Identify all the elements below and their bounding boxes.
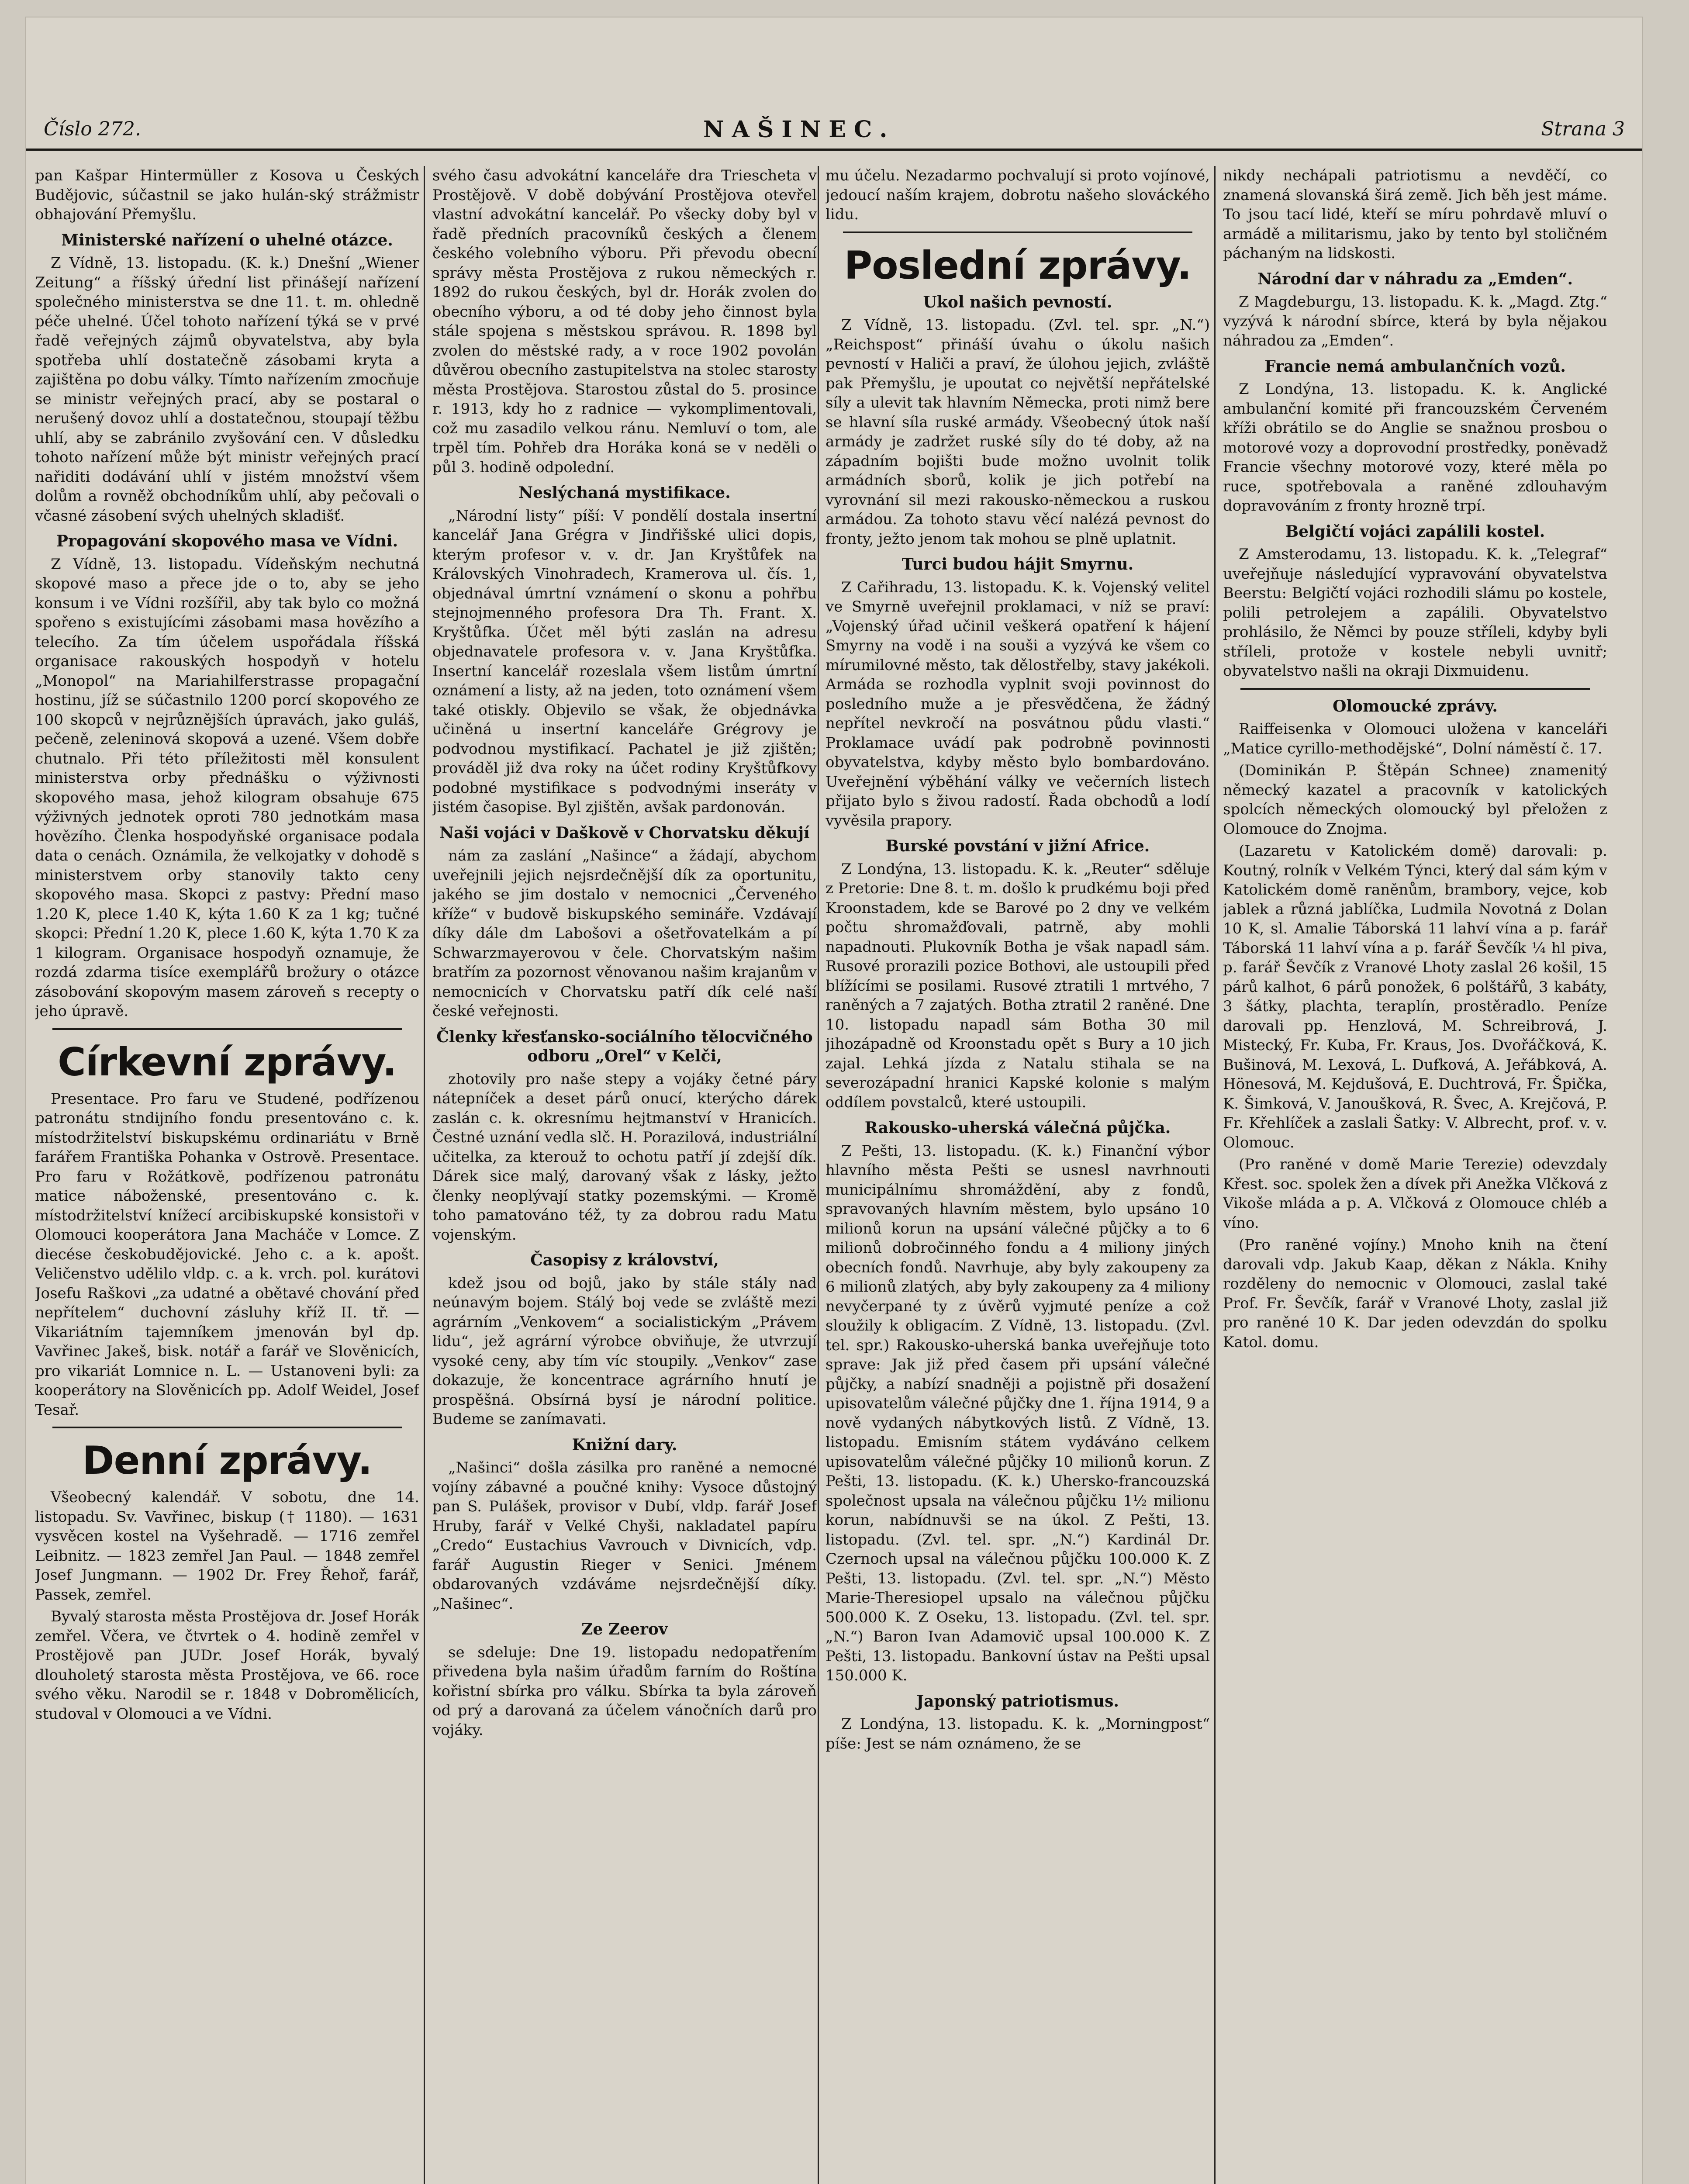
article-text: (Pro raněné vojíny.) Mnoho knih na čtení darovali vdp. Jakub Kaap, děkan z Nákla. Knihy rozděleny do nemocnic v Olomouci, zaslal také Prof. Fr. Ševčík, farář v Vranové Lhoty, zaslal již pro raněné 10 K. Dar jeden odevzdán do spolku Katol. domu. bbox=[1223, 1236, 1607, 1351]
article-text: Byvalý starosta města Prostějova dr. Josef Horák zemřel. Včera, ve čtvrtek o 4. hodině zemřel v Prostějově pan JUDr. Josef Horák, byvalý dlouholetý starosta města Prostějova, ve 66. roce svého věku. Narodil se r. 1848 v Dobromělicích, studoval v Olomouci a ve Vídni. bbox=[35, 1608, 419, 1723]
article-text: Presentace. Pro faru ve Studené, podřízenou patronátu stndijního fondu presentováno c. k. místodržitelství biskupskému ordinariátu v Brně farářem Františka Pohanka v Ostrově. Presentace. Pro faru v Rožátkově, podřízenou patronátu matice náboženské, presentováno c. k. místodržitelství knížecí arcibiskupské konsistoři v Olomouci kooperátora Jana Macháče v Lomce. Z diecése českobudějovické. Jeho c. a k. apošt. Veličenstvo udělilo vldp. c. a k. vrch. pol. kurátovi Josefu Raškovi „za udatné a obětavé chování před nepřítelem“ duchovní zásluhy kříž II. tř. — Vikariátním tajemníkem jmenován byl dp. Vavřinec Jakeš, bisk. notář a farář ve Slověnicích, pro vikariát Lomnice n. L. — Ustanoveni byli: za kooperátory na Slověnicích pp. Adolf Weidel, Josef Tesař. bbox=[35, 1090, 419, 1419]
article-heading: Ministerské nařízení o uhelné otázce. bbox=[61, 231, 393, 249]
divider bbox=[52, 1028, 402, 1030]
section-heading: Denní zprávy. bbox=[82, 1438, 372, 1483]
article-heading: Naši vojáci v Daškově v Chorvatsku děkují bbox=[439, 823, 810, 842]
article-text: Z Londýna, 13. listopadu. K. k. „Reuter“ sděluje z Pretorie: Dne 8. t. m. došlo k prudkému boji před Kroonstadem, kde se Barové po 2 dny ve velkém počtu shromažďovali, patrně, aby mohli napadnouti. Plukovník Botha je však napadl sám. Rusové prorazili pozice Bothovi, ale ustoupili před blížícími se posilami. Rusové ztratili 1 mrtvého, 7 raněných a 7 zajatých. Botha ztratil 2 raněné. Dne 10. listopadu napadl sám Botha 30 mil jihozápadně od Kroonstadu opět s Bury a 10 jich zajal. Lehká jízda z Natalu stihala se na severozápadní hranici Kapské kolonie s malým oddílem povstalců, které ustoupili. bbox=[826, 860, 1210, 1111]
newspaper-page bbox=[26, 17, 1642, 2184]
article-heading: Ze Zeerov bbox=[581, 1620, 668, 1638]
article-heading: Propagování skopového masa ve Vídni. bbox=[56, 532, 398, 550]
article-text: Z Londýna, 13. listopadu. K. k. Anglické ambulanční komité při francouzském Červeném kříži obrátilo se do Anglie se snažnou prosbou o motorové vozy a doprovodní prostředky, poněvadž Francie všechny motorové vozy, které měla po ruce, spotřebovala a raněné zdlouhavým dopravováním z fronty hrozně trpí. bbox=[1223, 380, 1607, 515]
article-text: mu účelu. Nezadarmo pochvalují si proto vojínové, jedoucí naším krajem, dobrotu našeho slováckého lidu. bbox=[826, 167, 1210, 223]
article-text: Z Cařihradu, 13. listopadu. K. k. Vojenský velitel ve Smyrně uveřejnil proklamaci, v níž se praví: „Vojenský úřad učinil veškerá opatření k hájení Smyrny na vodě i na souši a vyzývá ke všem co mírumilovné město, tak dělostřelby, stavy jakékoli. Armáda se rozhodla vyplnit svoji povinnost do posledního muže a je přesvědčena, že žádný nepřítel nevkročí na posvátnou půdu vlasti.“ Proklamace uvádí pak podrobně povinnosti obyvatelstva, kdyby město bylo bombardováno. Uveřejnění výběhání války ve večerních listech přijato bylo s živou radostí. Řada obchodů a lodí vyvěsila prapory. bbox=[826, 578, 1210, 829]
article-text: kdež jsou od bojů, jako by stále stály nad neúnavým bojem. Stálý boj vede se zvláště mezi agrárním „Venkovem“ a socialistickým „Právem lidu“, jež agrární výrobce obviňuje, že utvrzují vysoké ceny, aby tím víc stoupily. „Venkov“ zase dokazuje, že koncentrace agrárního hnutí je prospěšná. Obsírná bysí je národní politice. Budeme se zanímavati. bbox=[432, 1274, 817, 1428]
article-heading: Neslýchaná mystifikace. bbox=[518, 484, 731, 502]
page-header bbox=[26, 118, 1642, 151]
article-heading: Japonský patriotismus. bbox=[916, 1692, 1119, 1711]
article-text: (Dominikán P. Štěpán Schnee) znamenitý německý kazatel a pracovník v katolických spolcích německých olomoucký byl přeložen z Olomouce do Znojma. bbox=[1223, 762, 1607, 838]
article-heading: Ukol našich pevností. bbox=[923, 293, 1112, 311]
article-heading: Belgičtí vojáci zapálili kostel. bbox=[1285, 522, 1545, 541]
article-text: Všeobecný kalendář. V sobotu, dne 14. listopadu. Sv. Vavřinec, biskup († 1180). — 1631 vysvěcen kostel na Vyšehradě. — 1716 zemřel Leibnitz. — 1823 zemřel Jan Paul. — 1848 zemřel Josef Jungmann. — 1902 Dr. Frey Řehoř, farář, Passek, zemřel. bbox=[35, 1489, 419, 1603]
article-text: Z Magdeburgu, 13. listopadu. K. k. „Magd. Ztg.“ vyzývá k národní sbírce, která by byla nějakou náhradou za „Emden“. bbox=[1223, 293, 1607, 349]
article-heading: Turci budou hájit Smyrnu. bbox=[901, 555, 1134, 574]
divider bbox=[843, 232, 1192, 233]
section-heading: Církevní zprávy. bbox=[58, 1039, 397, 1085]
article-text: zhotovily pro naše stepy a vojáky četné páry nátepníček a deset párů onucí, kterýcho dárek zaslán c. k. okresnímu hejtmanství v Hranicích. Čestné uznání vedla slč. H. Porazilová, industriální učitelka, za kterouž to ochotu patří jí zdejší dík. Dárek sice malý, darovaný však z lásky, ježto členky neoplývají statky pozemskými. — Kromě toho pamatováno též, ty za dobrou radu Matu vojenským. bbox=[432, 1070, 817, 1244]
article-text: Z Amsterodamu, 13. listopadu. K. k. „Telegraf“ uveřejňuje následující vypravování obyvatelstva Beerstu: Belgičtí vojáci rozhodili slámu po kostele, polili petrolejem a zapálili. Obyvatelstvo prohlásilo, že Němci by pouze stříleli, kdyby byli stříleli, protože v kostele nebyli uvnitř; obyvatelstvo našli na okraji Dixmuidenu. bbox=[1223, 546, 1607, 680]
article-text: Z Vídně, 13. listopadu. Vídeňským nechutná skopové maso a přece jde o to, aby se jeho konsum i ve Vídni rozšířil, aby tak bylo co možná spořeno s existujícími zásobami masa hovězího a telecího. Za tím účelem uspořádala říšská organisace rakouských hospodyň v hotelu „Monopol“ na Mariahilferstrasse propagační hostinu, jíž se súčastnilo 1200 porcí skopového ze 100 skopců v nejrůznějších úpravách, jako guláš, pečeně, zeleninová skopová a uzené. Všem dobře chutnalo. Při této příležitosti měl konsulent ministerstva orby přednášku o výživnosti skopového masa, jehož kilogram obsahuje 675 výživných jednotek oproti 780 jednotkám masa hovězího. Členka hospodyňské organisace podala data o cenách. Oznámila, že velkojatky v dohodě s ministerstvem orby stanovily takto ceny skopového masa. Skopci z pastvy: Přední maso 1.20 K, plece 1.40 K, kýta 1.60 K za 1 kg; tučné skopci: Přední 1.20 K, plece 1.60 K, kýta 1.70 K za 1 kilogram. Organisace hospodyň oznamuje, že rozdá zdarma tisíce exemplářů brožury o otázce zásobování skopovým masem zároveň s recepty o jeho úpravě. bbox=[35, 555, 419, 1020]
article-text: Z Pešti, 13. listopadu. (K. k.) Finanční výbor hlavního města Pešti se usnesl navrhnouti municipálnímu shromáždění, aby z fondů, spravovaných hlavním městem, bylo upsáno 10 milionů korun na upsání válečné půjčky a to 6 milionů dobročinného fondu a 4 miliony jiných obecních fondů. Navrhuje, aby byly zakoupeny za 6 milionů zlatých, aby byly zakoupeny za 4 miliony nevyčerpané ty z úvěrů vyjmuté peníze a což sloužily k obligacím. Z Vídně, 13. listopadu. (Zvl. tel. spr.) Rakousko-uherská banka uveřejňuje toto sprave: Jak již před časem při upsání válečné půjčky, a nabízí snadněji a pojistně při dosažení upisovatelům válečné půjčky dne 1. října 1914, 9 a nově vydaných nábytkových listů. Z Vídně, 13. listopadu. Emisním státem vydáváno celkem upisovatelům válečné půjčky 10 milionů korun. Z Pešti, 13. listopadu. (K. k.) Uhersko-francouzská společnost upsala na válečnou půjčku 1½ milionu korun, nabídnuvši se na úkol. Z Pešti, 13. listopadu. (Zvl. tel. spr. „N.“) Kardinál Dr. Czernoch upsal na válečnou půjčku 100.000 K. Z Pešti, 13. listopadu. (Zvl. tel. spr. „N.“) Město Marie-Theresiopel upsalo na válečnou půjčku 500.000 K. Z Oseku, 13. listopadu. (Zvl. tel. spr. „N.“) Baron Ivan Adamovič upsal 100.000 K. Z Pešti, 13. listopadu. Bankovní ústav na Pešti upsal 150.000 K. bbox=[826, 1142, 1210, 1684]
article-text: nám za zaslání „Našince“ a žádají, abychom uveřejnili jejich nejsrdečnější dík za oportunitu, jakého se jim dostalo v nemocnici „Červeného kříže“ v budově biskupského semináře. Vzdávají díky dále dm Labošovi a ošetřovatelkám a pí Schwarzmayerovou v čele. Chorvatským našim bratřím za pozornost věnovanou našim krajanům v nemocnicích v Chorvatsku patří dík celé naší české veřejnosti. bbox=[432, 847, 817, 1020]
article-text: (Pro raněné v domě Marie Terezie) odevzdaly Křest. soc. spolek žen a dívek při Anežka Vlčková z Vikoše mláda a p. A. Vlčková z Olomouce chléb a víno. bbox=[1223, 1156, 1607, 1232]
article-text: Z Vídně, 13. listopadu. (K. k.) Dnešní „Wiener Zeitung“ a říšský úřední list přinášejí nařízení společného ministerstva se dne 11. t. m. ohledně péče uhelné. Účel tohoto nařízení týká se v prvé řadě veřejných zájmů obyvatelstva, aby byla spotřeba uhlí dostatečně zásobami kryta a zajištěna po dobu války. Tímto nařízením zmocňuje se ministr veřejných prací, aby se postaral o nerušený dovoz uhlí a dostatečnou, stoupají těžbu uhlí, aby se zabránilo zvyšování cen. V důsledku tohoto nařízení může být ministr veřejných prací nařiditi dodávání uhlí v jistém množství všem dolům a rovněž obchodníkům uhlí, aby pečovali o včasné zásobení svých uhelných skladišť. bbox=[35, 254, 419, 525]
article-text: (Lazaretu v Katolickém domě) darovali: p. Koutný, rolník v Velkém Týnci, který dal sám kým v Katolickém domě raněnům, brambory, vejce, kob jablek a různá jablíčka, Ludmila Novotná z Dolan 10 K, sl. Amalie Táborská 11 lahví vína a p. farář Táborská 11 lahví vína a p. farář Ševčík ¼ hl piva, p. farář Ševčík z Vranové Lhoty zaslal 26 košil, 15 párů kalhot, 6 párů ponožek, 6 polštářů, 3 kabáty, 3 šátky, plachta, teraplín, prostěradlo. Peníze darovali pp. Henzlová, M. Schreibrová, J. Mistecký, Fr. Kuba, Fr. Kraus, Jos. Dvořáčková, K. Bušinová, M. Lexová, L. Dufková, A. Jeřábková, A. Hönesová, M. Kejdušová, E. Duchtrová, Fr. Špička, K. Šimková, V. Janoušková, R. Švec, A. Krejčová, P. Fr. Křehlíček a zaslali Šatky: V. Albrecht, prof. v. v. Olomouc. bbox=[1223, 842, 1607, 1151]
page-number: Strana 3 bbox=[1541, 118, 1625, 140]
article-text: svého času advokátní kanceláře dra Triescheta v Prostějově. V době dobývání Prostějova otevřel vlastní advokátní kancelář. Po všecky doby byl v řadě předních pracovníků českých a členem českého volebního výboru. Při převodu obecní správy města Prostějova z rukou německých r. 1892 do rukou českých, byl dr. Horák zvolen do obecního výboru, a od té doby jeho činnost byla stále spojena s městskou správou. R. 1898 byl zvolen do městské rady, a v roce 1902 povolán důvěrou obecního zastupitelstva na stolec starosty města Prostějova. Starostou zůstal do 5. prosince r. 1913, kdy ho z radnice — vykomplimentovali, což mu zasadilo velkou ránu. Nemluví o tom, ale trpěl tím. Pohřeb dra Horáka koná se v neděli o půl 3. hodině odpolední. bbox=[432, 167, 817, 476]
article-text: pan Kašpar Hintermüller z Kosova u Českých Budějovic, súčastnil se jako hulán-ský strážmistr obhajování Přemyšlu. bbox=[35, 167, 419, 223]
divider bbox=[1240, 688, 1590, 690]
issue-number: Číslo 272. bbox=[44, 118, 141, 140]
column-1 bbox=[35, 166, 419, 2184]
article-heading: Francie nemá ambulančních vozů. bbox=[1264, 357, 1566, 376]
article-text: Raiffeisenka v Olomouci uložena v kanceláři „Matice cyrillo-methodějské“, Dolní náměstí č. 17. bbox=[1223, 720, 1607, 757]
article-heading: Olomoucké zprávy. bbox=[1333, 697, 1498, 715]
article-heading: Burské povstání v jižní Africe. bbox=[885, 837, 1150, 855]
column-3 bbox=[826, 166, 1210, 2184]
article-text: „Našinci“ došla zásilka pro raněné a nemocné vojíny zábavné a poučné knihy: Vysoce důstojný pan S. Pulášek, provisor v Dubí, vldp. farář Josef Hruby, farář v Velké Chyši, nakladatel papíru „Credo“ Eustachius Vavrouch v Divnicích, vdp. farář Augustin Rieger v Senici. Jménem obdarovaných vzdáváme nejsrdečnější díky. „Našinec“. bbox=[432, 1459, 817, 1613]
column-2 bbox=[432, 166, 817, 2184]
masthead-title: NAŠINEC. bbox=[703, 116, 895, 143]
column-rule bbox=[1214, 166, 1216, 2184]
column-rule bbox=[818, 166, 819, 2184]
divider bbox=[52, 1427, 402, 1428]
article-heading: Časopisy z království, bbox=[530, 1251, 719, 1269]
column-4 bbox=[1223, 166, 1607, 2184]
article-heading: Knižní dary. bbox=[572, 1435, 677, 1454]
column-rule bbox=[424, 166, 425, 2184]
article-heading: Členky křesťansko-sociálního tělocvičného odboru „Orel“ v Kelči, bbox=[436, 1027, 813, 1065]
article-text: nikdy nechápali patriotismu a nevděčí, co znamená slovanská širá země. Jich běh jest máme. To jsou tací lidé, kteří se míru pohrdavě mluví o armádě a militarismu, jako by tento byl stoličném páchaným na lidskosti. bbox=[1223, 167, 1607, 262]
article-heading: Národní dar v náhradu za „Emden“. bbox=[1257, 270, 1573, 288]
article-text: se sdeluje: Dne 19. listopadu nedopatřením přivedena byla našim úřadům farním do Roštína kořistní sbírka pro válku. Sbírka ta byla zároveň od prý a darovaná za účelem vánočních darů pro vojáky. bbox=[432, 1643, 817, 1739]
section-heading: Poslední zprávy. bbox=[844, 242, 1192, 288]
article-text: Z Londýna, 13. listopadu. K. k. „Morningpost“ píše: Jest se nám oznámeno, že se bbox=[826, 1715, 1210, 1752]
article-heading: Rakousko-uherská válečná půjčka. bbox=[864, 1119, 1171, 1137]
article-text: „Národní listy“ píší: V pondělí dostala insertní kancelář Jana Grégra v Jindřišské ulici dopis, kterým profesor v. v. dr. Jan Kryštůfek na Královských Vinohradech, Kramerova ul. čís. 1, objednával úmrtní vznámení o skonu a pohřbu stejnojmenného profesora Dra Th. Frant. X. Kryštůfka. Účet měl býti zaslán na adresu objednavatele profesora v. v. Jana Kryštůfka. Insertní kancelář rozeslala všem listům úmrtní oznámení a listy, až na jeden, toto oznámení všem také otiskly. Objevilo se však, že objednávka učiněná u insertní kanceláře Grégrovy je podvodnou mystifikací. Pachatel je již zjištěn; prováděl již dva roky na účet rodiny Kryštůfkovy podobné mystifikace s podvodnými inseráty v jistém časopise. Byl zjištěn, avšak pardonován. bbox=[432, 507, 817, 816]
article-text: Z Vídně, 13. listopadu. (Zvl. tel. spr. „N.“) „Reichspost“ přináší úvahu o úkolu našich pevností v Haliči a praví, že úlohou jejich, zvláště pak Přemyšlu, je upoutat co největší nepřátelské síly a ulevit tak hlavním Německa, proti nimž bere se hlavní síla ruské armády. Všeobecný útok naší armády je zadržet ruské síly do té doby, až na západním bojišti bude možno uvolnit tolik armádních sborů, kolik je jich potřebí na vyrovnání sil mezi rakousko-německou a ruskou armádou. Za tohoto stavu věcí nalézá pevnost do fronty, ježto jenom tak mohou se plně uplatnit. bbox=[826, 316, 1210, 548]
